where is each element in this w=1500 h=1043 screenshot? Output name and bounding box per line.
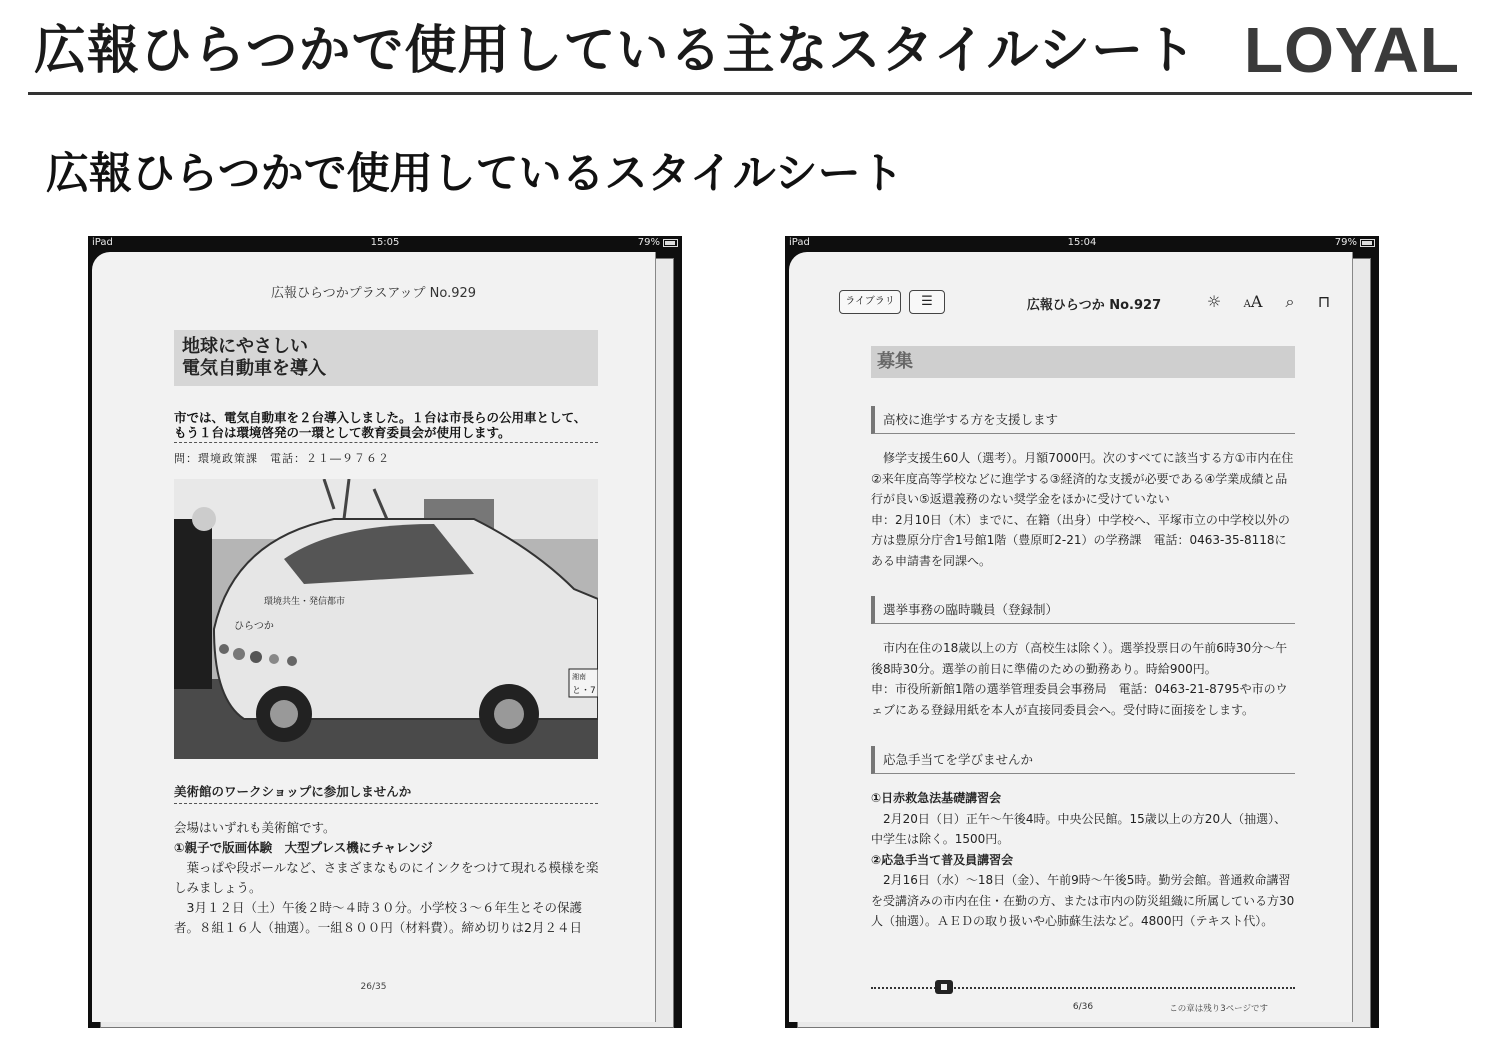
body-line: 葉っぱや段ボールなど、さまざまなものにインクをつけて現れる模様を楽しみましょう。 [174,860,599,895]
body-line: 会場はいずれも美術館です。 [174,820,336,835]
article-heading [174,330,598,386]
section-body [871,448,1295,571]
page-scrubber-handle[interactable] [935,980,953,994]
book-page[interactable] [789,252,1353,1022]
body-line: 申：2月10日（木）までに、在籍（出身）中学校へ、平塚市立の中学校以外の方は豊原分庁舎1号館1階（豊原町2-21）の学務課 電話：0463-35-8118にある申請書を同課へ。 [871,512,1290,568]
book-title: 広報ひらつかプラスアップ No.929 [270,286,477,301]
table-of-contents-button[interactable]: ☰ [909,290,945,314]
license-plate-region: 湘南 [572,673,586,681]
section-title: 選挙事務の臨時職員（登録制） [871,596,1295,624]
brightness-icon[interactable]: ☼ [1206,292,1222,311]
device-label: iPad [92,237,113,248]
body-line: 申：市役所新館1階の選挙管理委員会事務局 電話：0463-21-8795や市のウェブにある登録用紙を本人が直接同委員会へ。受付時に面接をします。 [871,682,1288,717]
item-label: ②応急手当て普及員講習会 [871,852,1014,867]
font-size-icon[interactable]: AA [1243,292,1263,311]
slide-title: 広報ひらつかで使用している主なスタイルシート [34,21,1198,81]
article-body [174,818,600,938]
section-title: 応急手当てを学びませんか [871,746,1295,774]
page-number: 26/35 [360,982,387,992]
search-icon[interactable]: ⌕ [1285,292,1295,311]
article-heading: 募集 [871,346,1295,378]
status-time: 15:04 [1067,237,1097,248]
section-title: 美術館のワークショップに参加しませんか [174,782,598,804]
bookmark-icon[interactable]: ⊓ [1317,292,1331,311]
battery-status [1335,236,1375,250]
item-label: ①日赤救急法基礎講習会 [871,791,1002,805]
section-body [871,788,1295,932]
status-bar [88,236,682,250]
body-line: 3月１２日（土）午後２時～４時３０分。小学校３～６年生とその保護者。８組１６人（抽選）。一組８００円（材料費）。締め切りは2月２４日 [174,900,582,935]
device-label: iPad [789,237,810,248]
library-button[interactable]: ライブラリ [839,290,901,314]
book-title: 広報ひらつか No.927 [1026,298,1162,313]
body-line: 市内在住の18歳以上の方（高校生は除く）。選挙投票日の午前6時30分～午後8時30分。選挙の前日に準備のための勤務あり。時給900円。 [871,641,1288,676]
car-decal-city: ひらつか [234,621,274,632]
battery-icon [663,239,678,247]
ipad-screenshot-left [88,236,682,1028]
status-bar [785,236,1379,250]
pages-remaining: この章は残り3ページです [1169,1004,1268,1014]
body-line: 2月20日（日）正午～午後4時。中央公民館。15歳以上の方20人（抽選）、中学生は除く。1500円。 [871,811,1287,846]
article-lead: 市では、電気自動車を２台導入しました。１台は市長らの公用車として、もう１台は環境啓発の一環として教育委員会が使用します。 [174,410,598,443]
slide-subtitle: 広報ひらつかで使用しているスタイルシート [46,149,904,199]
page-number: 6/36 [1072,1002,1094,1012]
title-divider [28,92,1472,95]
section-body [871,638,1295,720]
license-plate-number: と・7 [572,686,596,696]
status-time: 15:05 [370,237,400,248]
battery-icon [1360,239,1375,247]
heading-line-1: 地球にやさしい [182,336,308,357]
contact-info: 問：環境政策課 電話：２１―９７６２ [174,452,390,465]
car-decal-text: 環境共生・発信都市 [264,597,346,607]
heading-line-2: 電気自動車を導入 [182,358,326,379]
body-line: ①親子で版画体験 大型プレス機にチャレンジ [174,840,433,855]
book-page[interactable] [92,252,656,1022]
ipad-screenshot-right [785,236,1379,1028]
section-title: 高校に進学する方を支援します [871,406,1295,434]
body-line: 修学支援生60人（選考）。月額7000円。次のすべてに該当する方①市内在住②来年度高等学校などに進学する③経済的な支援が必要である④学業成績と品行が良い⑤返還義務のない奨学金をほかに受けていない [871,451,1294,506]
electric-car-photo [174,479,598,759]
battery-percent: 79% [1334,237,1357,248]
body-line: 2月16日（水）～18日（金）、午前9時～午後5時。勤労会館。普通救命講習を受講済みの市内在住・在勤の方、または市内の防災組織に所属している方30人（抽選）。ＡＥＤの取り扱いや心肺蘇生法など。4800円（テキスト代）。 [871,873,1295,928]
battery-status [638,236,678,250]
battery-percent: 79% [637,237,660,248]
loyal-logo: LOYAL [1244,14,1460,86]
